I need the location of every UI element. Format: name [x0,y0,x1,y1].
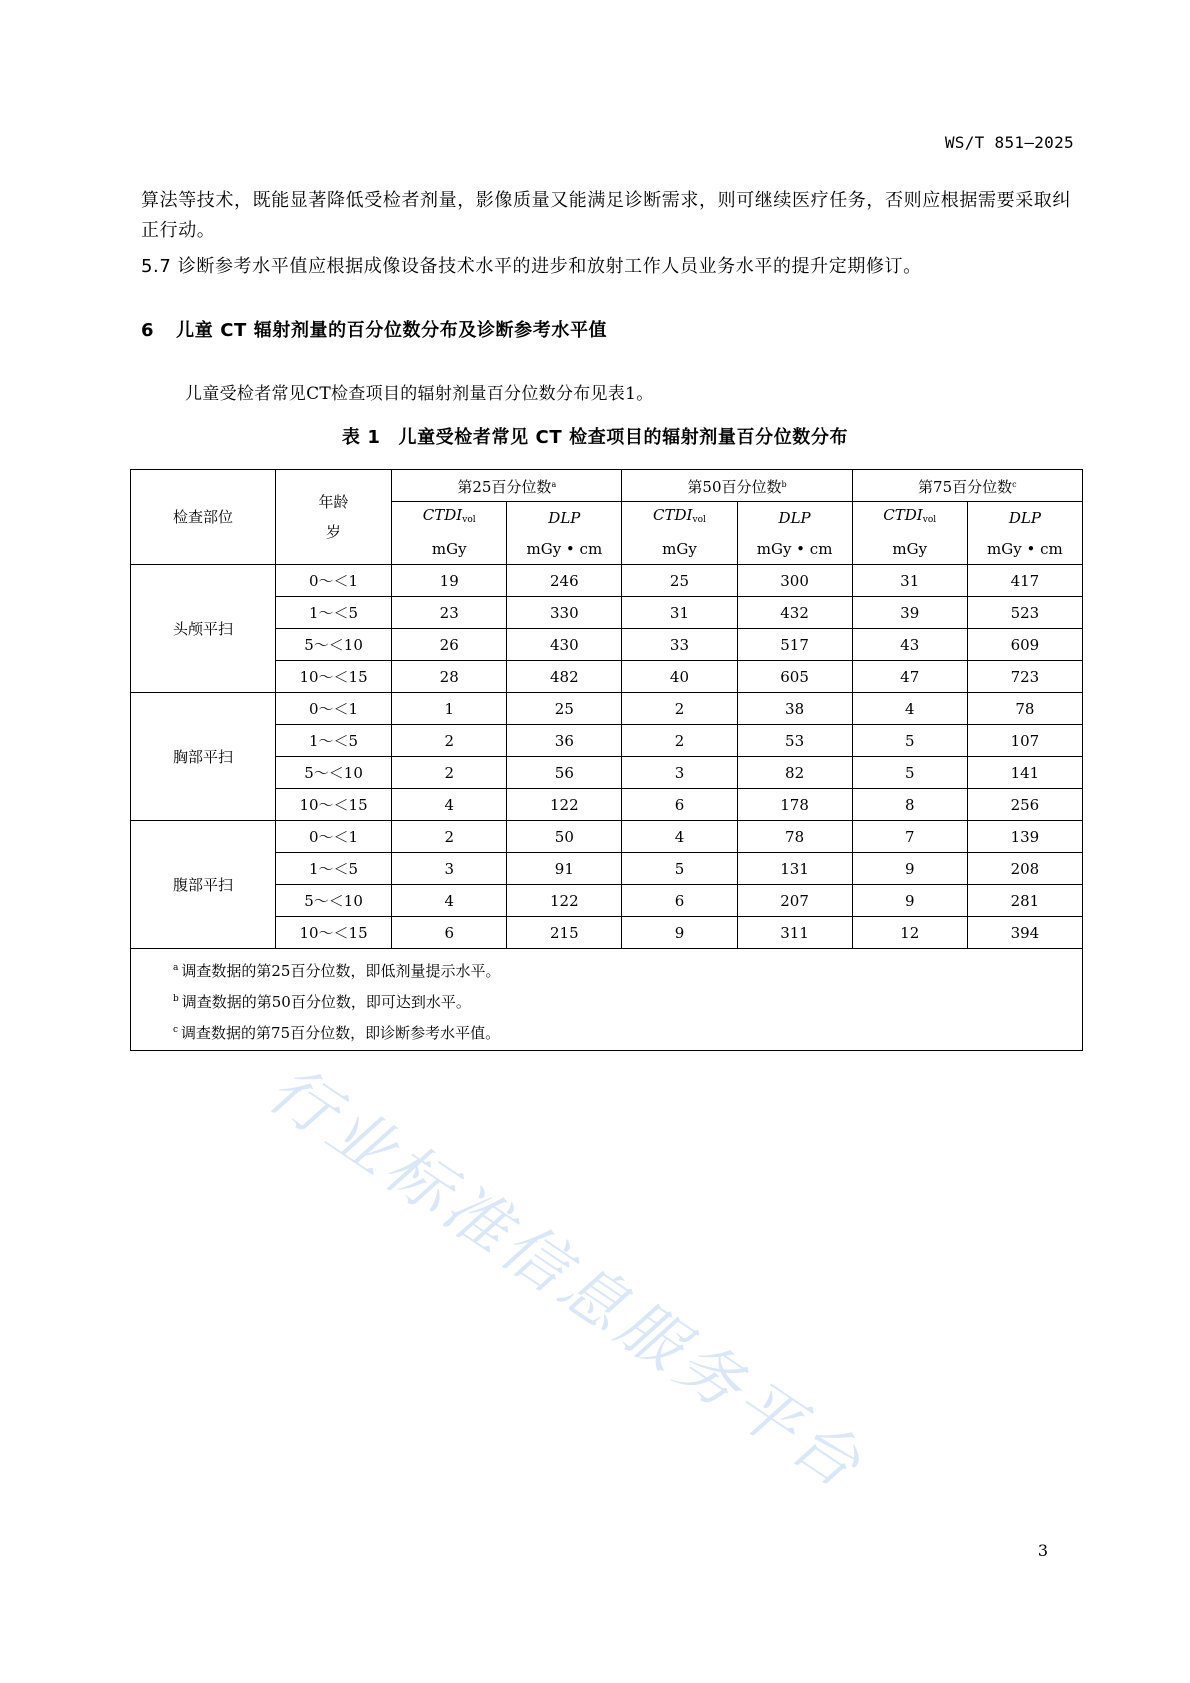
value-cell: 2 [392,757,507,789]
value-cell: 9 [852,885,967,917]
paragraph-5-7: 5.7 诊断参考水平值应根据成像设备技术水平的进步和放射工作人员业务水平的提升定期修订。 [141,256,922,277]
value-cell: 25 [622,565,737,597]
ctdi-label: CTDI [653,506,693,524]
value-cell: 2 [622,725,737,757]
age-cell: 5～＜10 [275,885,391,917]
header-dlp: DLP [507,502,622,534]
value-cell: 178 [737,789,852,821]
value-cell: 1 [392,693,507,725]
header-p25-label: 第25百分位数 [457,477,552,496]
header-dlp: DLP [967,502,1082,534]
table-caption-title: 儿童受检者常见 CT 检查项目的辐射剂量百分位数分布 [398,427,849,448]
value-cell: 31 [852,565,967,597]
value-cell: 5 [852,757,967,789]
value-cell: 523 [967,597,1082,629]
value-cell: 122 [507,885,622,917]
note-mark: c [173,1025,179,1035]
ctdi-sub: vol [462,515,476,525]
value-cell: 246 [507,565,622,597]
value-cell: 43 [852,629,967,661]
header-ctdi [392,502,507,534]
value-cell: 4 [392,789,507,821]
value-cell: 207 [737,885,852,917]
ctdi-label: CTDI [422,506,463,524]
value-cell: 4 [852,693,967,725]
unit-mgy-cm: mGy • cm [967,533,1082,565]
watermark: 行业标准信息服务平台 [255,1052,877,1506]
table-row [131,565,1083,597]
header-p75-mark: c [1012,479,1017,489]
age-cell: 0～＜1 [275,693,391,725]
age-cell: 10～＜15 [275,661,391,693]
value-cell: 36 [507,725,622,757]
table-row [131,821,1083,853]
value-cell: 8 [852,789,967,821]
age-cell: 0～＜1 [275,565,391,597]
value-cell: 4 [392,885,507,917]
note-text: 调查数据的第75百分位数，即诊断参考水平值。 [181,1024,501,1042]
value-cell: 139 [967,821,1082,853]
value-cell: 482 [507,661,622,693]
header-exam-part: 检查部位 [131,470,276,565]
value-cell: 256 [967,789,1082,821]
paragraph-continuation: 算法等技术，既能显著降低受检者剂量，影像质量又能满足诊断需求，则可继续医疗任务，否则应根据需要采取纠正行动。 [141,190,1071,241]
value-cell: 56 [507,757,622,789]
value-cell: 432 [737,597,852,629]
value-cell: 141 [967,757,1082,789]
value-cell: 208 [967,853,1082,885]
age-cell: 1～＜5 [275,597,391,629]
unit-mgy: mGy [622,533,737,565]
value-cell: 430 [507,629,622,661]
header-p50 [622,470,852,502]
value-cell: 131 [737,853,852,885]
table-caption-number: 表 1 [341,427,381,448]
value-cell: 6 [622,789,737,821]
note-mark: a [173,963,179,973]
value-cell: 78 [967,693,1082,725]
table-note [173,1015,1082,1046]
header-ctdi [852,502,967,534]
section-heading [141,316,607,342]
table-notes [131,949,1083,1051]
value-cell: 5 [622,853,737,885]
value-cell: 33 [622,629,737,661]
note-text: 调查数据的第50百分位数，即可达到水平。 [181,993,471,1011]
value-cell: 28 [392,661,507,693]
value-cell: 330 [507,597,622,629]
value-cell: 5 [852,725,967,757]
ctdi-sub: vol [922,515,937,525]
value-cell: 38 [737,693,852,725]
header-p50-mark: b [781,479,787,489]
header-p50-label: 第50百分位数 [687,477,782,496]
value-cell: 50 [507,821,622,853]
unit-mgy: mGy [392,533,507,565]
unit-mgy-cm: mGy • cm [507,533,622,565]
value-cell: 7 [852,821,967,853]
exam-part-cell: 腹部平扫 [131,821,276,949]
value-cell: 300 [737,565,852,597]
value-cell: 281 [967,885,1082,917]
value-cell: 9 [852,853,967,885]
unit-mgy-cm: mGy • cm [737,533,852,565]
ctdi-label: CTDI [883,506,923,524]
exam-part-cell: 胸部平扫 [131,693,276,821]
age-cell: 1～＜5 [275,853,391,885]
header-dlp: DLP [737,502,852,534]
value-cell: 605 [737,661,852,693]
header-age [275,470,391,565]
header-ctdi [622,502,737,534]
value-cell: 2 [622,693,737,725]
header-age-unit: 岁 [326,523,342,541]
value-cell: 26 [392,629,507,661]
header-p25 [392,470,622,502]
age-cell: 5～＜10 [275,629,391,661]
value-cell: 47 [852,661,967,693]
dose-percentile-table [130,469,1083,1051]
value-cell: 2 [392,725,507,757]
header-age-label: 年龄 [318,493,349,511]
age-cell: 10～＜15 [275,917,391,949]
value-cell: 19 [392,565,507,597]
note-text: 调查数据的第25百分位数，即低剂量提示水平。 [181,962,501,980]
value-cell: 53 [737,725,852,757]
value-cell: 78 [737,821,852,853]
value-cell: 12 [852,917,967,949]
table-notes-row [131,949,1083,1051]
table-note [173,953,1082,984]
value-cell: 6 [622,885,737,917]
value-cell: 122 [507,789,622,821]
value-cell: 723 [967,661,1082,693]
value-cell: 31 [622,597,737,629]
value-cell: 6 [392,917,507,949]
header-p25-mark: a [551,479,557,489]
document-code: WS/T 851—2025 [944,133,1074,152]
intro-paragraph: 儿童受检者常见CT检查项目的辐射剂量百分位数分布见表1。 [185,384,654,404]
value-cell: 215 [507,917,622,949]
value-cell: 39 [852,597,967,629]
age-cell: 10～＜15 [275,789,391,821]
unit-mgy: mGy [852,533,967,565]
note-mark: b [173,994,179,1004]
section-number: 6 [141,320,155,341]
table-row [131,693,1083,725]
value-cell: 3 [392,853,507,885]
table-note [173,984,1082,1015]
value-cell: 40 [622,661,737,693]
value-cell: 25 [507,693,622,725]
value-cell: 9 [622,917,737,949]
ctdi-sub: vol [692,515,706,525]
value-cell: 91 [507,853,622,885]
page-number: 3 [1037,1541,1048,1560]
value-cell: 394 [967,917,1082,949]
value-cell: 3 [622,757,737,789]
value-cell: 107 [967,725,1082,757]
header-p75 [852,470,1082,502]
section-title: 儿童 CT 辐射剂量的百分位数分布及诊断参考水平值 [176,320,608,341]
value-cell: 517 [737,629,852,661]
header-p75-label: 第75百分位数 [918,477,1013,496]
value-cell: 417 [967,565,1082,597]
age-cell: 5～＜10 [275,757,391,789]
value-cell: 311 [737,917,852,949]
value-cell: 23 [392,597,507,629]
table-caption [0,423,1190,449]
value-cell: 609 [967,629,1082,661]
value-cell: 2 [392,821,507,853]
exam-part-cell: 头颅平扫 [131,565,276,693]
age-cell: 0～＜1 [275,821,391,853]
value-cell: 4 [622,821,737,853]
age-cell: 1～＜5 [275,725,391,757]
value-cell: 82 [737,757,852,789]
